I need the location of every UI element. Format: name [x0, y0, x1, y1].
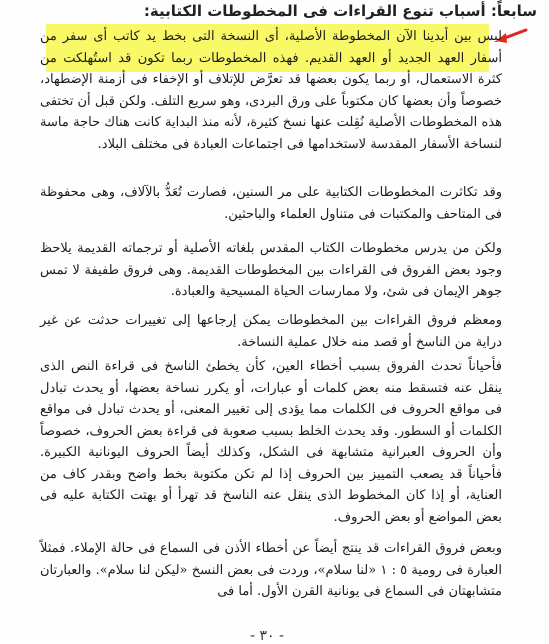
- paragraph-3: [40, 238, 502, 303]
- paragraph-text: ليس بين أيدينا الآن المخطوطة الأصلية، أى النسخة التى بخط يد كاتب أى سفر من أسفار العهد الجديد أو العهد القديم. فهذه المخطوطات ربما تكون قد استُهلكت من كثرة الاستعمال، أو ربما يكون بعضها قد تعرَّض للإتلاف أو الإخفاء فى أزمنة الإضطهاد، خصوصاً وأن بعضها كان مكتوباً على ورق البردى، وهو سريع التلف. ولكن قبل أن تختفى هذه المخطوطات الأصلية نُقِلت عنها نسخ كثيرة، لأنه منذ البداية كانت هناك حاجة ماسة لنساخة الأسفار المقدسة لاستخدامها فى اجتماعات العبادة فى مختلف البلاد.: [40, 29, 502, 152]
- paragraph-4: [40, 310, 502, 353]
- paragraph-text: ولكن من يدرس مخطوطات الكتاب المقدس بلغاته الأصلية أو ترجماته القديمة يلاحظ وجود بعض الفروق فى القراءات بين المخطوطات القديمة. وهى فروق طفيفة لا تمس جوهر الإيمان فى شئ، ولا ممارسات الحياة المسيحية والعبادة.: [40, 241, 502, 299]
- paragraph-6: [40, 538, 502, 603]
- page-number: - ٣٠ -: [250, 628, 285, 644]
- paragraph-5: [40, 356, 502, 528]
- paragraph-text: وقد تكاثرت المخطوطات الكتابية على مر السنين، فصارت تُعَدُّ بالآلاف، وهى محفوظة فى المتاحف والمكتبات فى متناول العلماء والباحثين.: [40, 185, 502, 222]
- paragraph-text: وبعض فروق القراءات قد ينتج أيضاً عن أخطاء الأذن فى السماع فى حالة الإملاء. فمثلاً العبارة فى رومية ٥ : ١ «لنا سلام»، وردت فى بعض النسخ «ليكن لنا سلام». والعبارتان متشابهتان فى السماع فى يونانية القرن الأول. أما فى: [40, 541, 502, 599]
- paragraph-text: ومعظم فروق القراءات بين المخطوطات يمكن إرجاعها إلى تغييرات حدثت عن غير دراية من الناسخ أو قصد منه خلال عملية النساخة.: [40, 313, 502, 350]
- paragraph-1: [40, 26, 502, 155]
- paragraph-2: [40, 182, 502, 225]
- section-heading: سابعاً: أسباب تنوع القراءات فى المخطوطات الكتابية:: [143, 2, 537, 20]
- paragraph-text: فأحياناً تحدث الفروق بسبب أخطاء العين، كأن يخطئ الناسخ فى قراءة النص الذى ينقل عنه فتسقط منه بعض كلمات أو عبارات، أو يكرر نساخة بعضها، أو يحدث تبادل فى مواقع الحروف فى الكلمات مما يؤدى إلى تغيير المعنى، أو يحدث تبادل فى مواقع الكلمات أو السطور. وقد يحدث الخلط بسبب صعوبة فى قراءة بعض الحروف، خصوصاً وأن الحروف العبرانية متشابهة فى الشكل، وكذلك أيضاً الحروف اليونانية الكبيرة. فأحياناً قد يصعب التمييز بين الحروف إذا لم تكن مكتوبة بخط واضح وبقدر كاف من العناية، أو إذا كان المخطوط الذى ينقل عنه الناسخ قد تهرأ أو بهتت الكتابة عليه فى بعض المواضع أو بعض الحروف.: [40, 359, 502, 525]
